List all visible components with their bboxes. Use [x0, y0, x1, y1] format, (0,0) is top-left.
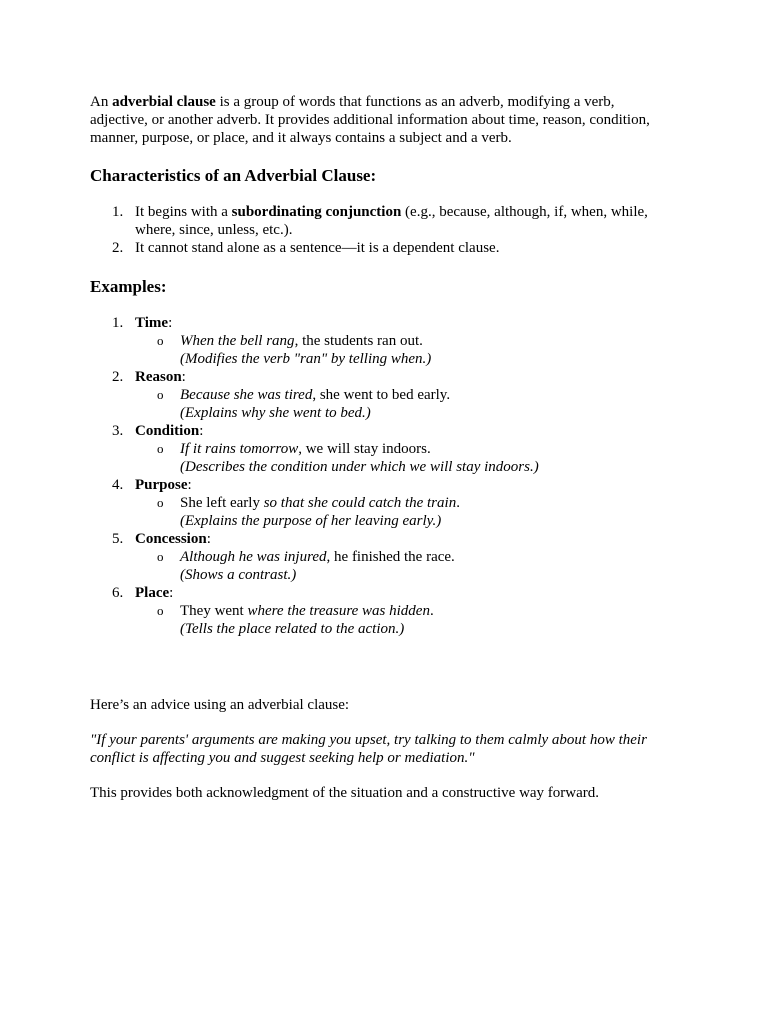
item-text: It cannot stand alone as a sentence—it is a dependent clause. [135, 240, 500, 256]
example-sublist [135, 386, 670, 422]
example-item: 5. Concession: o Although he was injured, he finished the race. (Shows a contrast.) [90, 530, 670, 584]
example-sentence: o If it rains tomorrow, we will stay indoors. (Describes the condition under which we will stay indoors.) [157, 441, 539, 475]
circle-bullet-icon: o [157, 333, 164, 348]
example-sentence: o Although he was injured, he finished the race. (Shows a contrast.) [157, 549, 455, 583]
blank-spacer [90, 638, 670, 696]
clause-italic: Although he was injured [180, 549, 327, 565]
paragraph-gap [90, 767, 670, 784]
example-sublist [135, 440, 670, 476]
list-number: 3. [112, 423, 124, 439]
example-note: (Tells the place related to the action.) [180, 621, 405, 637]
example-item: 6. Place: o They went where the treasure was hidden. (Tells the place related to the action.) [90, 584, 670, 638]
list-number: 1. [112, 315, 124, 331]
advice-quote-text: "If your parents' arguments are making you upset, try talking to them calmly about how their conflict is affecting you and suggest seeking help or mediation." [90, 732, 647, 766]
circle-bullet-icon: o [157, 495, 164, 510]
list-number: 2. [112, 369, 124, 385]
example-sentence: o She left early so that she could catch the train. (Explains the purpose of her leaving early.) [157, 495, 460, 529]
characteristics-heading: Characteristics of an Adverbial Clause: [90, 166, 377, 185]
example-sublist [135, 602, 670, 638]
list-number: 4. [112, 477, 124, 493]
example-item: 4. Purpose: o She left early so that she could catch the train. (Explains the purpose of her leaving early.) [90, 476, 670, 530]
example-item: 3. Condition: o If it rains tomorrow, we will stay indoors. (Describes the condition under which we will stay indoors.) [90, 422, 670, 476]
list-number: 6. [112, 585, 124, 601]
clause-italic: so that she could catch the train [263, 495, 457, 511]
example-label: Time [135, 315, 169, 331]
circle-bullet-icon: o [157, 549, 164, 564]
example-note: (Explains the purpose of her leaving early.) [180, 513, 442, 529]
example-sentence: o They went where the treasure was hidden. (Tells the place related to the action.) [157, 603, 434, 637]
clause-italic: where the treasure was hidden [247, 603, 430, 619]
clause-italic: If it rains tomorrow [180, 441, 299, 457]
circle-bullet-icon: o [157, 387, 164, 402]
advice-quote [90, 731, 670, 767]
example-note: (Explains why she went to bed.) [180, 405, 371, 421]
circle-bullet-icon: o [157, 441, 164, 456]
example-item: 1. Time: o When the bell rang, the students ran out. (Modifies the verb "ran" by telling when.) [90, 314, 670, 368]
intro-rest: is a group of words that functions as an adverb, modifying a verb, adjective, or another adverb. It provides additional information about time, reason, condition, manner, purpose, or place, and it always contains a subject and a verb. [90, 94, 650, 146]
intro-paragraph [90, 93, 670, 147]
circle-bullet-icon: o [157, 603, 164, 618]
example-note: (Describes the condition under which we will stay indoors.) [180, 459, 539, 475]
example-label: Concession [135, 531, 207, 547]
clause-italic: Because she was tired [180, 387, 313, 403]
example-sublist [135, 548, 670, 584]
list-number: 2. [112, 240, 124, 256]
example-label: Reason [135, 369, 182, 385]
list-item [90, 239, 670, 257]
item-bold-term: subordinating conjunction [231, 204, 402, 220]
examples-list [90, 314, 670, 638]
example-sentence: o Because she was tired, she went to bed early. (Explains why she went to bed.) [157, 387, 451, 421]
document-page [90, 93, 670, 802]
intro-term: adverbial clause [112, 94, 216, 110]
example-note: (Shows a contrast.) [180, 567, 297, 583]
example-label: Purpose [135, 477, 188, 493]
item-text: (e.g., because, although, if, when, while, where, since, unless, etc.). [135, 204, 648, 238]
intro-lead: An [90, 94, 113, 110]
example-sublist [135, 494, 670, 530]
example-label: Condition [135, 423, 200, 439]
paragraph-gap [90, 714, 670, 731]
advice-closing: This provides both acknowledgment of the situation and a constructive way forward. [90, 785, 600, 801]
examples-heading: Examples: [90, 277, 167, 296]
advice-intro: Here’s an advice using an adverbial clause: [90, 697, 350, 713]
example-item: 2. Reason: o Because she was tired, she went to bed early. (Explains why she went to bed.) [90, 368, 670, 422]
list-number: 5. [112, 531, 124, 547]
item-text: It begins with a [135, 204, 232, 220]
clause-italic: When the bell rang [180, 333, 295, 349]
characteristics-list [90, 203, 670, 257]
list-number: 1. [112, 204, 124, 220]
example-label: Place [135, 585, 170, 601]
example-note: (Modifies the verb "ran" by telling when.) [180, 351, 432, 367]
example-sublist [135, 332, 670, 368]
list-item [90, 203, 670, 239]
example-sentence: o When the bell rang, the students ran out. (Modifies the verb "ran" by telling when.) [157, 333, 432, 367]
